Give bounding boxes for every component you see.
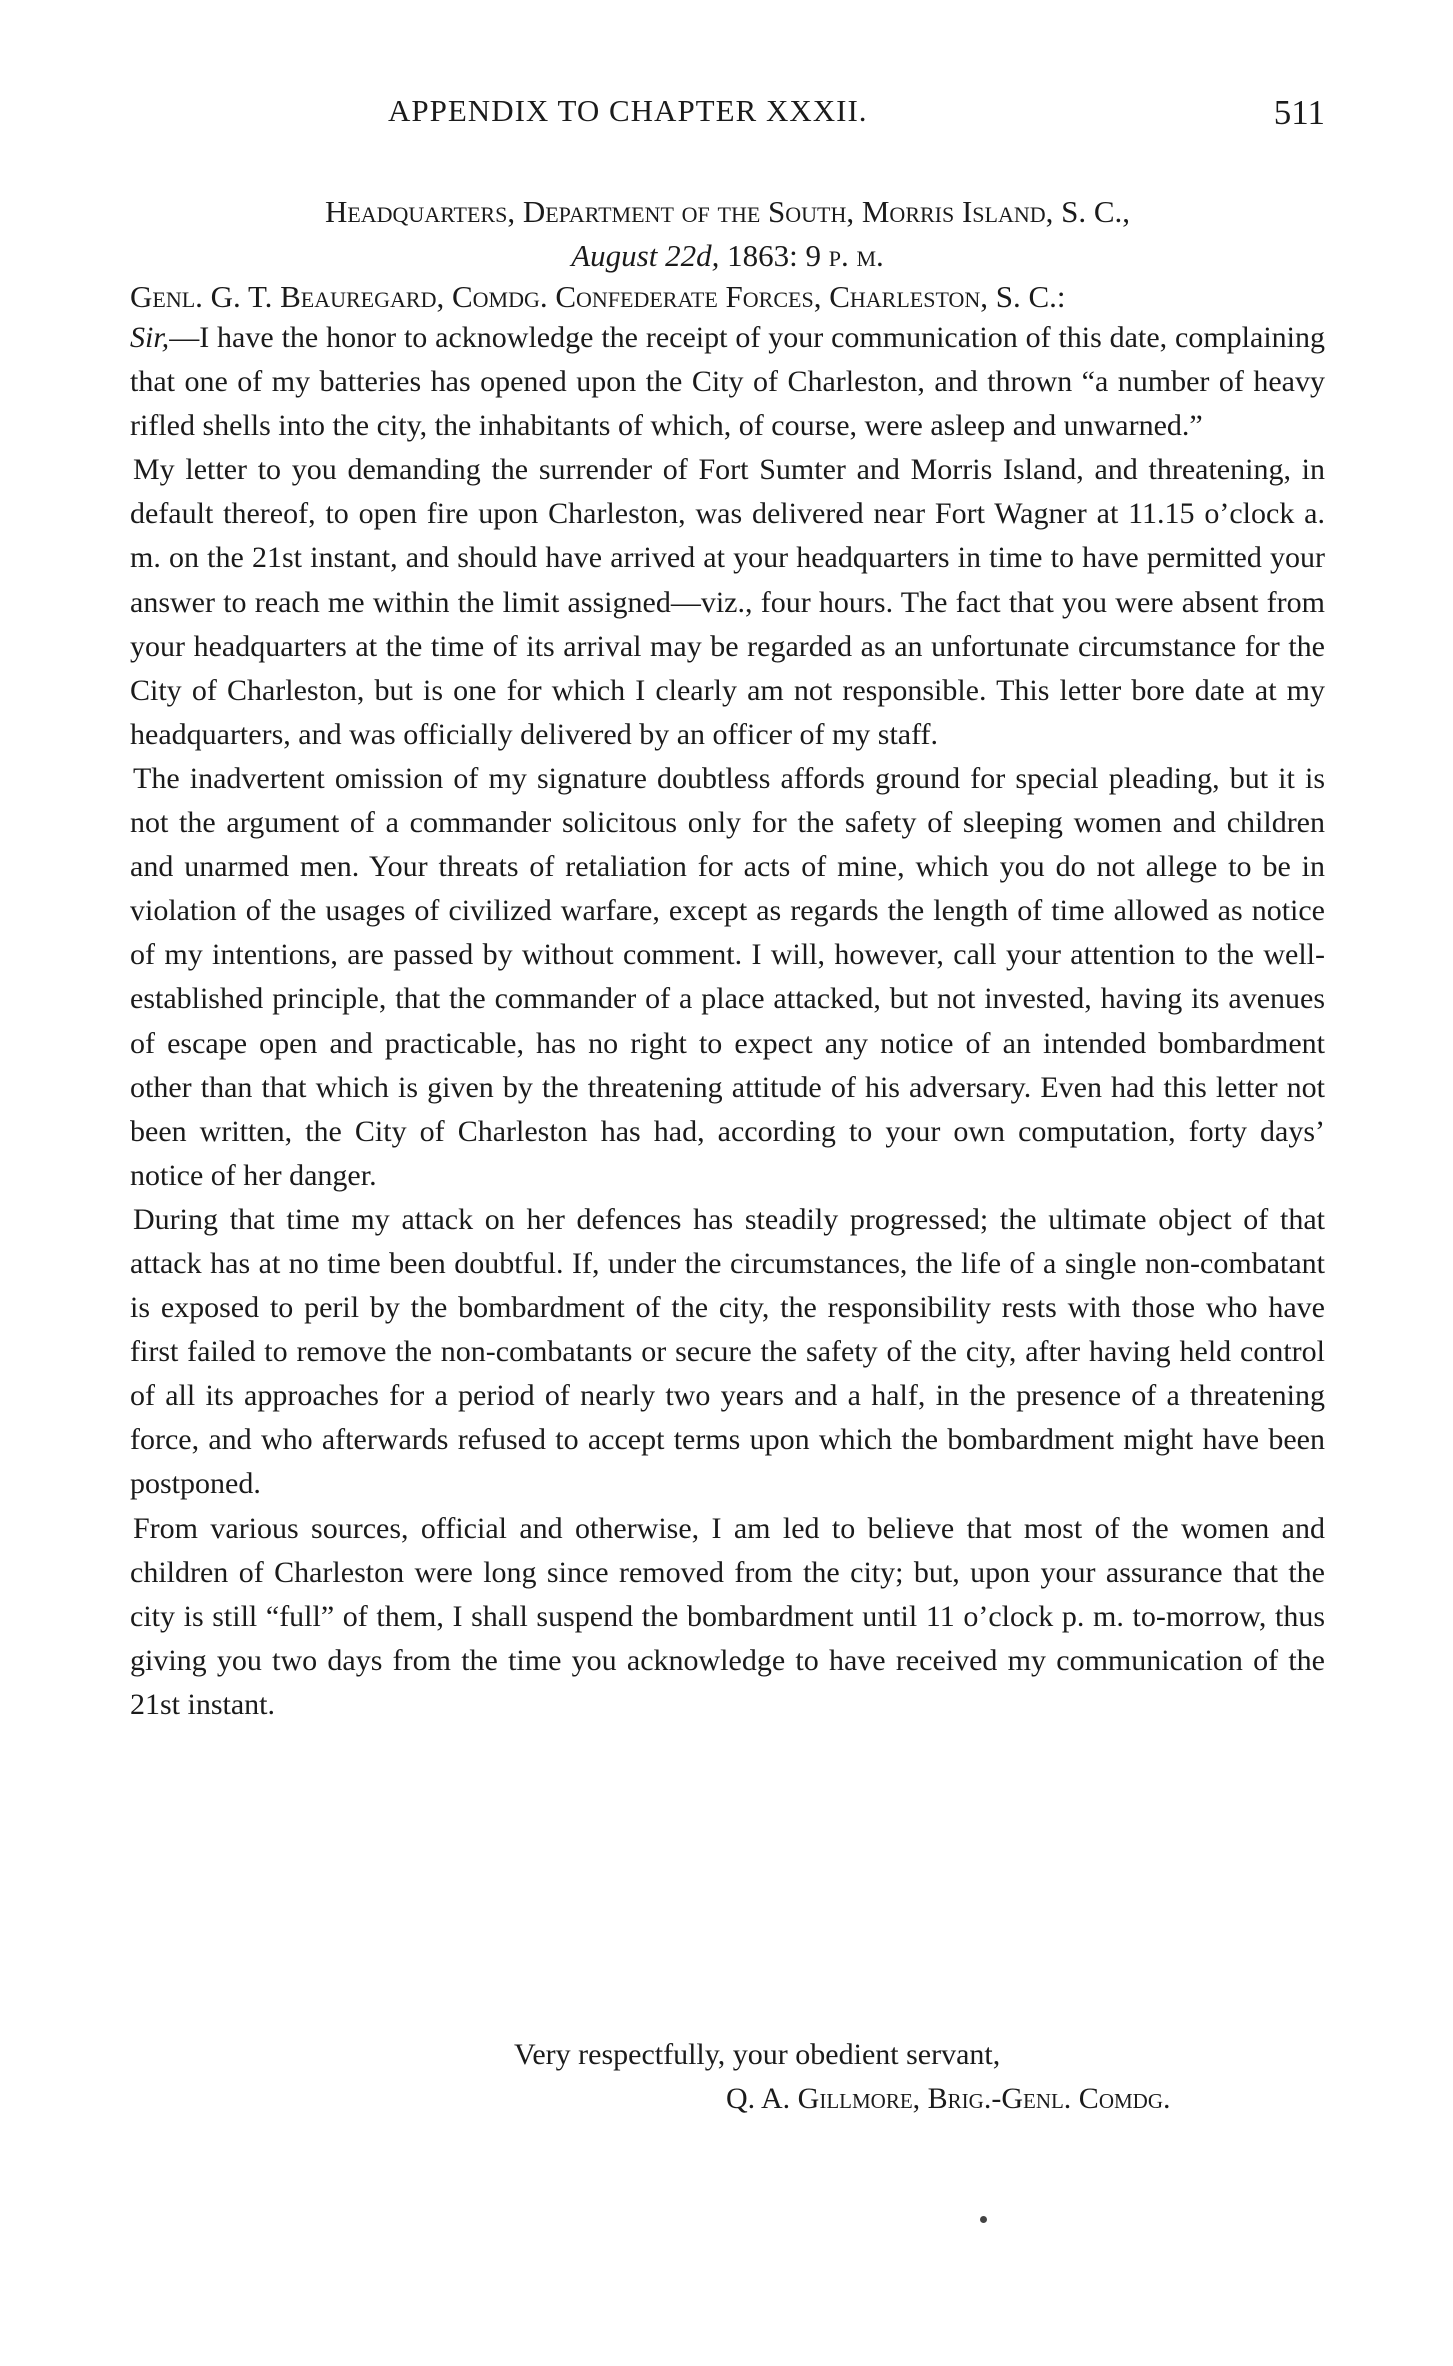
page-number: 511 xyxy=(1273,93,1325,132)
signature: Q. A. Gillmore, Brig.-Genl. Comdg. xyxy=(726,2082,1171,2115)
letter-body xyxy=(130,316,1325,1727)
paragraph-5: From various sources, official and otherwise, I am led to believe that most of the women and children of Charleston were long since removed from the city; but, upon your assurance that the city is still “full” of them, I shall suspend the bombardment until 11 o’clock p. m. to-morrow, thus giving you two days from the time you acknowledge to have received my communication of the 21st instant. xyxy=(130,1511,1325,1721)
paragraph-4: During that time my attack on her defences has steadily progressed; the ultimate object of that attack has at no time been doubtful. If, under the circumstances, the life of a single non-combatant is exposed to peril by the bombardment of the city, the responsibility rests with those who have first failed to remove the non-combatants or secure the safety of the city, after having held control of all its approaches for a period of nearly two years and a half, in the presence of a threatening force, and who afterwards refused to accept terms upon which the bombardment might have been postponed. xyxy=(130,1202,1325,1501)
letter-date: August 22d, xyxy=(571,238,720,273)
paragraph-1 xyxy=(130,316,1325,448)
paragraph-1-text: —I have the honor to acknowledge the receipt of your communication of this date, complaining that one of my batteries has opened upon the City of Charleston, and thrown “a number of heavy rifled shells into the city, the inhabitants of which, of course, were asleep and unwarned.” xyxy=(130,321,1325,443)
salutation: Sir, xyxy=(130,321,170,354)
closing-salutation: Very respectfully, your obedient servant, xyxy=(514,2038,1001,2071)
printer-mark xyxy=(980,2216,987,2223)
paragraph-3: The inadvertent omission of my signature doubtless affords ground for special pleading, but it is not the argument of a commander solicitous only for the safety of sleeping women and children and unarmed men. Your threats of retaliation for acts of mine, which you do not allege to be in violation of the usages of civilized warfare, except as regards the length of time allowed as notice of my intentions, are passed by without comment. I will, however, call your attention to the well-established principle, that the commander of a place attacked, but not invested, having its avenues of escape open and practicable, has no right to expect any notice of an intended bombardment other than that which is given by the threatening attitude of his adversary. Even had this letter not been written, the City of Charleston has had, according to your own computation, forty days’ notice of her danger. xyxy=(130,761,1325,1192)
running-head-title: APPENDIX TO CHAPTER XXXII. xyxy=(388,93,868,128)
letter-time: 1863: 9 p. m. xyxy=(727,238,884,273)
letter-heading-date xyxy=(130,236,1325,276)
paragraph-2: My letter to you demanding the surrender of Fort Sumter and Morris Island, and threatening, in default thereof, to open fire upon Charleston, was delivered near Fort Wagner at 11.15 o’clock a. m. on the 21st instant, and should have arrived at your headquarters in time to have permitted your answer to reach me within the limit assigned—viz., four hours. The fact that you were absent from your headquarters at the time of its arrival may be regarded as an unfortunate circumstance for the City of Charleston, but is one for which I clearly am not responsible. This letter bore date at my headquarters, and was officially delivered by an officer of my staff. xyxy=(130,453,1325,751)
running-head xyxy=(130,93,1325,143)
letter-heading-location: Headquarters, Department of the South, Morris Island, S. C., xyxy=(324,194,1131,229)
letter-addressee: Genl. G. T. Beauregard, Comdg. Confederate Forces, Charleston, S. C.: xyxy=(130,279,1066,314)
